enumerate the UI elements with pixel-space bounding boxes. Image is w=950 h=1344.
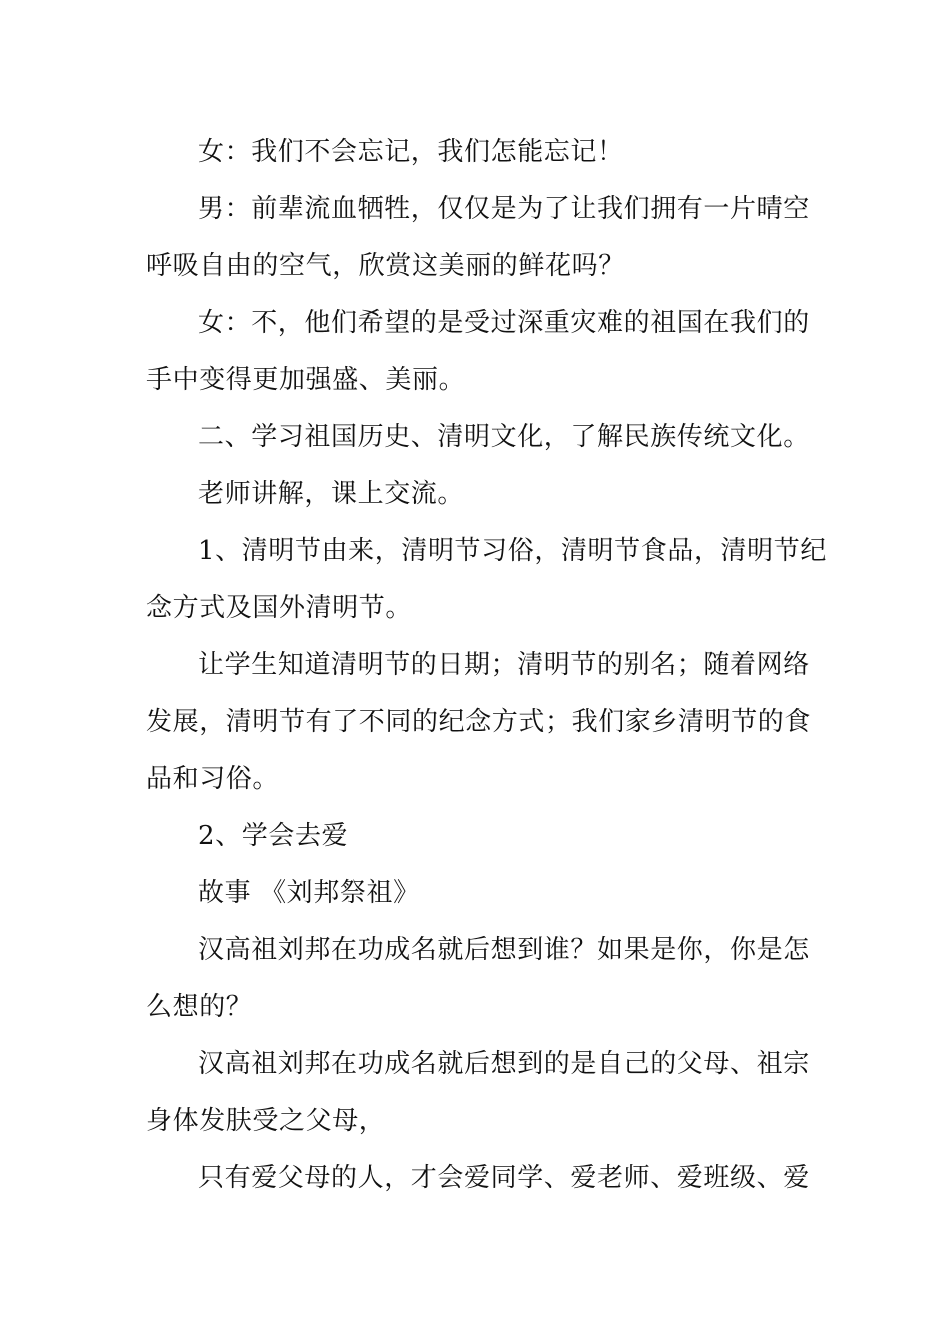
text-line: 老师讲解，课上交流。 [198, 479, 465, 509]
document-body [146, 124, 827, 1207]
text-line: 二、学习祖国历史、清明文化，了解民族传统文化。 [198, 422, 810, 452]
text-line: 发展，清明节有了不同的纪念方式；我们家乡清明节的食 [146, 707, 812, 737]
text-line: 么想的？ [146, 992, 253, 1022]
text-line: 只有爱父母的人，才会爱同学、爱老师、爱班级、爱 [198, 1163, 810, 1193]
text-line: 让学生知道清明节的日期；清明节的别名；随着网络 [198, 650, 810, 680]
text-line: 汉高祖刘邦在功成名就后想到的是自己的父母、祖宗 [198, 1049, 810, 1079]
text-line: 女：不，他们希望的是受过深重灾难的祖国在我们的 [198, 308, 810, 338]
text-line: 女：我们不会忘记，我们怎能忘记！ [198, 137, 624, 167]
text-line: 手中变得更加强盛、美丽。 [146, 365, 466, 395]
text-line: 男：前辈流血牺牲，仅仅是为了让我们拥有一片晴空 [198, 194, 810, 224]
text-line: 念方式及国外清明节。 [146, 593, 413, 623]
text-line: 1、清明节由来，清明节习俗，清明节食品，清明节纪 [198, 536, 827, 566]
text-line: 故事 《刘邦祭祖》 [198, 878, 420, 908]
text-line: 2、学会去爱 [198, 821, 349, 851]
text-line: 身体发肤受之父母， [146, 1106, 386, 1136]
text-line: 呼吸自由的空气，欣赏这美丽的鲜花吗？ [146, 251, 625, 281]
text-line: 品和习俗。 [146, 764, 280, 794]
text-line: 汉高祖刘邦在功成名就后想到谁？如果是你，你是怎 [198, 935, 810, 965]
